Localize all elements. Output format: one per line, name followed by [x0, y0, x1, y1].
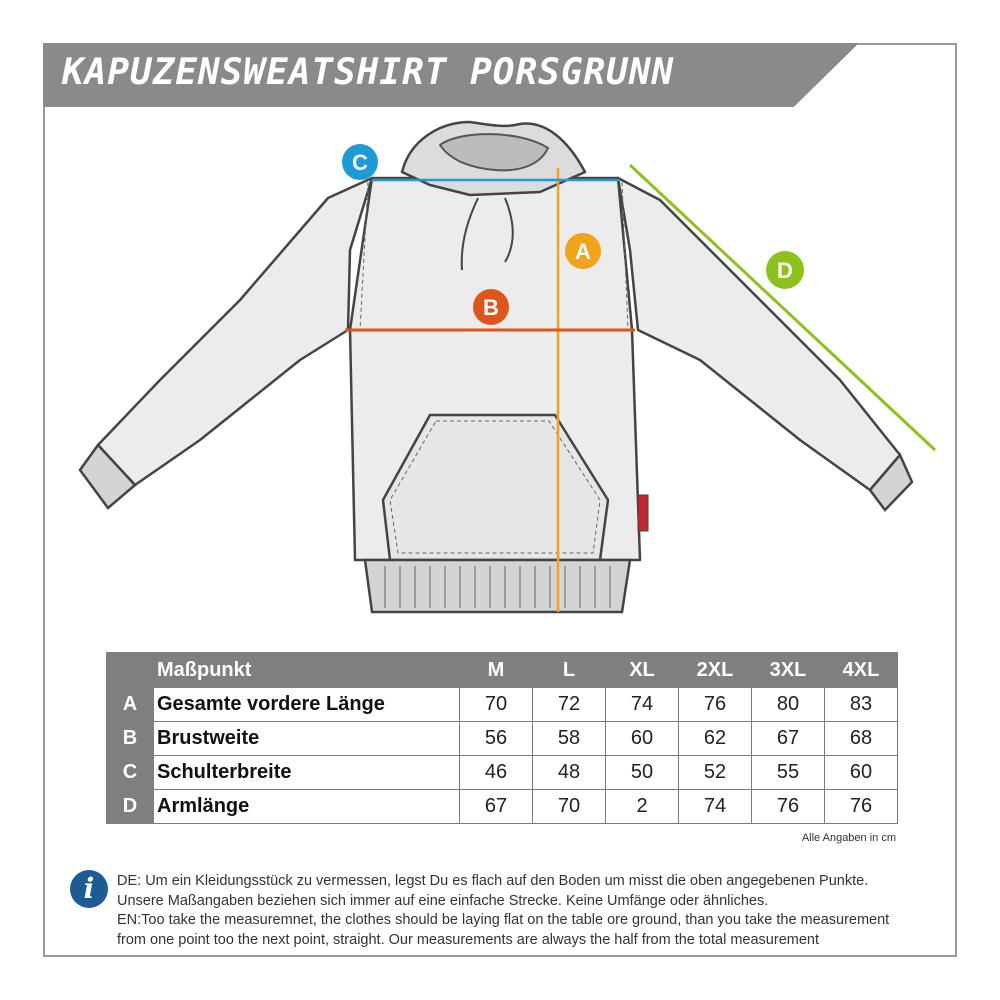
- table-cell: 70: [460, 688, 533, 722]
- brand-tag: [638, 495, 648, 531]
- table-cell: 60: [606, 722, 679, 756]
- info-line: from one point too the next point, straight. Our measurements are always the half from the total measurement: [117, 931, 819, 948]
- table-cell: 74: [679, 790, 752, 824]
- table-row: [107, 722, 898, 756]
- size-table: [106, 652, 898, 824]
- svg-text:A: A: [575, 239, 591, 264]
- table-cell: 2: [606, 790, 679, 824]
- svg-text:B: B: [483, 295, 499, 320]
- row-letter: A: [107, 688, 154, 722]
- table-cell: 52: [679, 756, 752, 790]
- table-cell: 55: [752, 756, 825, 790]
- table-cell: 58: [533, 722, 606, 756]
- size-header: 4XL: [825, 653, 898, 688]
- svg-text:C: C: [352, 150, 368, 175]
- info-line: Unsere Maßangaben beziehen sich immer auf eine einfache Strecke. Keine Umfänge oder ähnliches.: [117, 892, 769, 909]
- info-text: [117, 872, 937, 950]
- row-label: Gesamte vordere Länge: [154, 688, 460, 722]
- row-letter: C: [107, 756, 154, 790]
- table-cell: 50: [606, 756, 679, 790]
- table-cell: 46: [460, 756, 533, 790]
- marker-a: [565, 233, 601, 269]
- table-cell: 83: [825, 688, 898, 722]
- hoodie-illustration: [60, 110, 940, 630]
- table-cell: 72: [533, 688, 606, 722]
- table-cell: 76: [752, 790, 825, 824]
- table-cell: 76: [825, 790, 898, 824]
- page-title: KAPUZENSWEATSHIRT PORSGRUNN: [62, 52, 675, 93]
- marker-d: [766, 251, 804, 289]
- size-header: 3XL: [752, 653, 825, 688]
- info-line: EN:Too take the measuremnet, the clothes should be laying flat on the table ore ground, than you take the measurement: [117, 912, 890, 928]
- table-cell: 60: [825, 756, 898, 790]
- row-label: Brustweite: [154, 722, 460, 756]
- marker-c: [342, 144, 378, 180]
- table-cell: 68: [825, 722, 898, 756]
- header-letter-cell: [107, 653, 154, 688]
- svg-text:D: D: [777, 258, 793, 283]
- right-sleeve: [618, 178, 900, 490]
- size-header: XL: [606, 653, 679, 688]
- table-header-row: [107, 653, 898, 688]
- table-row: [107, 790, 898, 824]
- table-cell: 56: [460, 722, 533, 756]
- table-row: [107, 688, 898, 722]
- size-header: 2XL: [679, 653, 752, 688]
- info-icon: i: [70, 870, 108, 908]
- marker-b: [473, 289, 509, 325]
- table-cell: 70: [533, 790, 606, 824]
- waistband: [365, 560, 630, 612]
- table-row: [107, 756, 898, 790]
- row-letter: B: [107, 722, 154, 756]
- table-cell: 76: [679, 688, 752, 722]
- size-header: M: [460, 653, 533, 688]
- unit-note: Alle Angaben in cm: [801, 832, 896, 844]
- row-label: Schulterbreite: [154, 756, 460, 790]
- table-cell: 67: [752, 722, 825, 756]
- table-cell: 67: [460, 790, 533, 824]
- row-label: Armlänge: [154, 790, 460, 824]
- left-sleeve: [98, 178, 372, 485]
- info-line: DE: Um ein Kleidungsstück zu vermessen, legst Du es flach auf den Boden um misst die oben angegebenen Punkte.: [117, 873, 869, 889]
- header-label: Maßpunkt: [154, 653, 460, 688]
- size-header: L: [533, 653, 606, 688]
- table-cell: 74: [606, 688, 679, 722]
- table-cell: 62: [679, 722, 752, 756]
- table-cell: 48: [533, 756, 606, 790]
- table-cell: 80: [752, 688, 825, 722]
- row-letter: D: [107, 790, 154, 824]
